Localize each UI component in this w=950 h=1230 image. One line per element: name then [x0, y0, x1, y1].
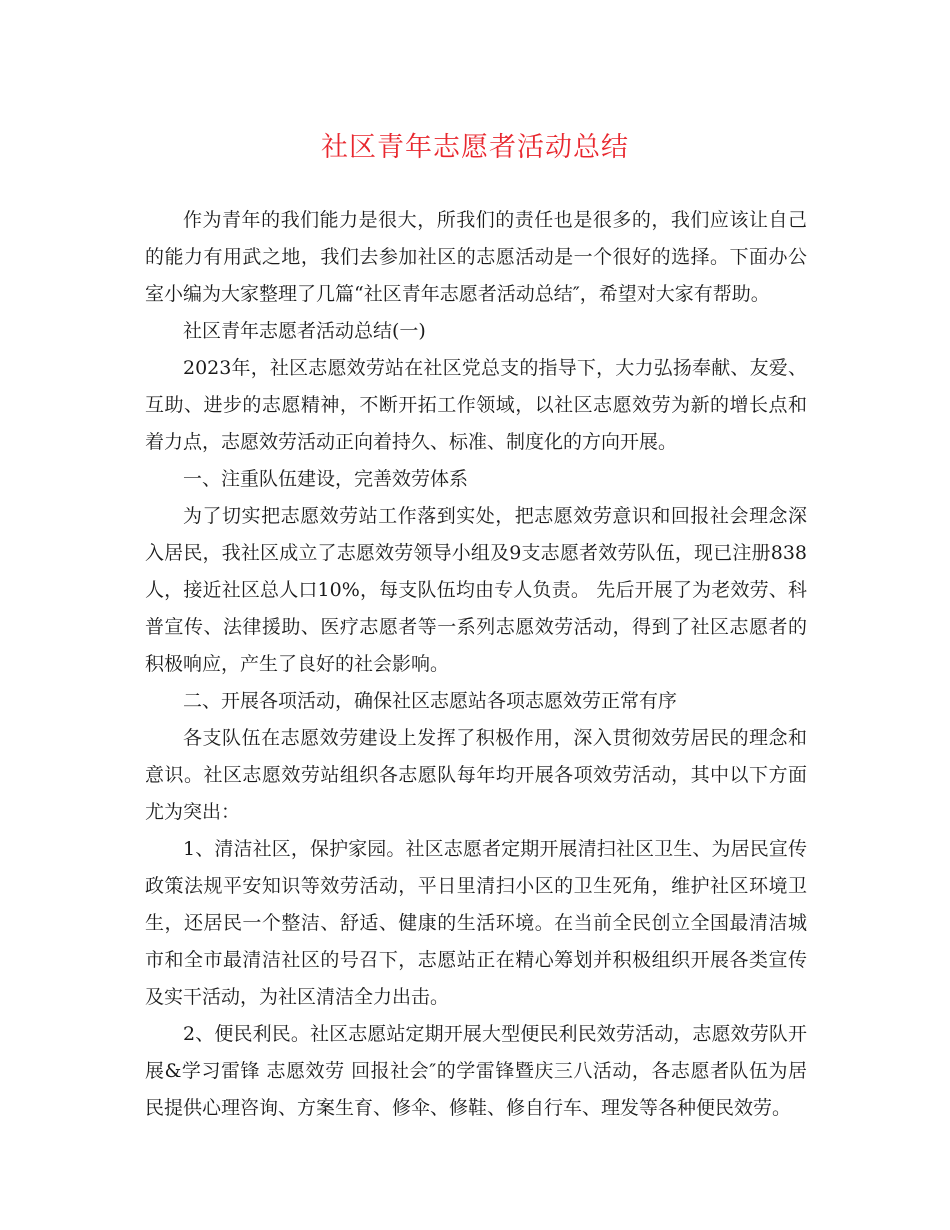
body-paragraph: 2、便民利民。社区志愿站定期开展大型便民利民效劳活动，志愿效劳队开展&学习雷锋 志愿效劳 回报社会″的学雷锋暨庆三八活动，各志愿者队伍为居民提供心理咨询、方案生育、修伞、修鞋、修自行车、理发等各种便民效劳。	[145, 1023, 807, 1119]
subsection-heading: 二、开展各项活动，确保社区志愿站各项志愿效劳正常有序	[183, 690, 678, 712]
document-title: 社区青年志愿者活动总结	[321, 132, 629, 163]
body-paragraph: 1、清洁社区，保护家园。社区志愿者定期开展清扫社区卫生、为居民宣传政策法规平安知识等效劳活动，平日里清扫小区的卫生死角，维护社区环境卫生，还居民一个整洁、舒适、健康的生活环境。在当前全民创立全国最清洁城市和全市最清洁社区的号召下，志愿站正在精心筹划并积极组织开展各类宣传及实干活动，为社区清洁全力出击。	[145, 838, 807, 1008]
subsection-heading: 一、注重队伍建设，完善效劳体系	[183, 468, 469, 490]
body-paragraph: 为了切实把志愿效劳站工作落到实处，把志愿效劳意识和回报社会理念深入居民，我社区成立了志愿效劳领导小组及9支志愿者效劳队伍，现已注册838人，接近社区总人口10%，每支队伍均由专人负责。 先后开展了为老效劳、科普宣传、法律援助、医疗志愿者等一系列志愿效劳活动，得到了社区志愿者的积极响应，产生了良好的社会影响。	[145, 505, 807, 675]
intro-paragraph: 作为青年的我们能力是很大，所我们的责任也是很多的，我们应该让自己的能力有用武之地，我们去参加社区的志愿活动是一个很好的选择。下面办公室小编为大家整理了几篇“社区青年志愿者活动总结″，希望对大家有帮助。	[145, 209, 807, 305]
body-paragraph: 各支队伍在志愿效劳建设上发挥了积极作用，深入贯彻效劳居民的理念和意识。社区志愿效劳站组织各志愿队每年均开展各项效劳活动，其中以下方面尤为突出：	[145, 727, 807, 823]
section-heading: 社区青年志愿者活动总结(一)	[183, 320, 426, 342]
body-paragraph: 2023年，社区志愿效劳站在社区党总支的指导下，大力弘扬奉献、友爱、互助、进步的志愿精神，不断开拓工作领域，以社区志愿效劳为新的增长点和着力点，志愿效劳活动正向着持久、标准、制度化的方向开展。	[145, 357, 807, 453]
document-body	[145, 202, 807, 1127]
